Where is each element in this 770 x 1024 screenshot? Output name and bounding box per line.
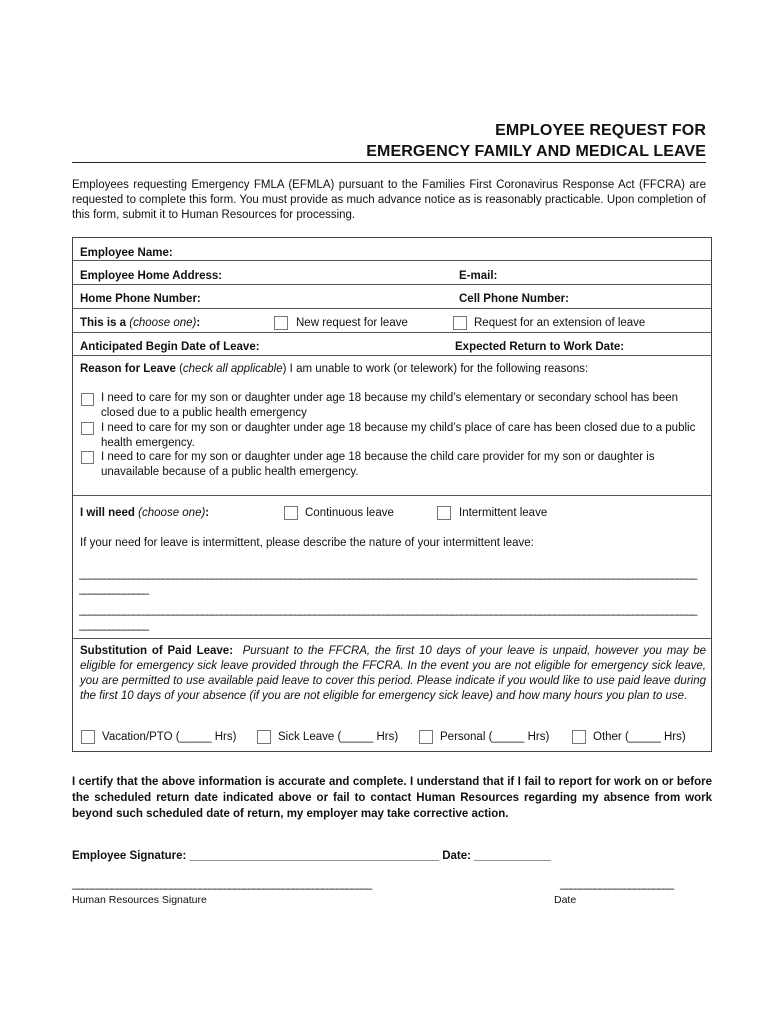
substitution-text: Substitution of Paid Leave: Pursuant to the FFCRA, the first 10 days of your leave is unpaid, however you may be eligible for emergency sick leave provided through the FFCRA. In the event you are not eligible for emergency sick leave, you are permitted to use available paid leave to cover this period. Please indicate if you would like to use paid leave during the first 10 days of your absence (if you are not eligible for emergency sick leave) and how many hours you plan to use. [80, 645, 707, 702]
vacation-pto-label: Vacation/PTO (_____ Hrs) [102, 731, 237, 743]
title-divider [72, 162, 706, 163]
hr-date-line[interactable]: _______________________ [560, 878, 673, 890]
personal-leave-label: Personal (_____ Hrs) [440, 731, 550, 743]
continuous-leave-label: Continuous leave [305, 507, 394, 519]
reason-school-closed-text: I need to care for my son or daughter under age 18 because my child’s elementary or secondary school has been closed due to a public health emergency [101, 392, 679, 419]
row-reason [73, 356, 711, 496]
extension-checkbox[interactable] [453, 316, 467, 330]
email-label: E-mail: [459, 270, 498, 282]
return-date-label: Expected Return to Work Date: [455, 341, 625, 353]
intermittent-describe-prompt: If your need for leave is intermittent, please describe the nature of your intermittent leave: [80, 537, 534, 549]
new-request-label: New request for leave [296, 317, 408, 329]
title-line-2: EMERGENCY FAMILY AND MEDICAL LEAVE [366, 143, 706, 160]
vacation-pto-checkbox[interactable] [81, 730, 95, 744]
row-address-email [73, 261, 711, 285]
row-paid-leave-substitution [73, 639, 711, 752]
continuous-leave-checkbox[interactable] [284, 506, 298, 520]
form-title [72, 120, 706, 162]
employee-signature-line[interactable]: Employee Signature: _______________________________________ Date: ____________ [72, 850, 551, 862]
row-employee-name[interactable] [73, 238, 711, 261]
employee-name-label: Employee Name: [80, 247, 173, 259]
reason-provider-unavailable-checkbox[interactable] [81, 451, 94, 464]
hr-signature-label: Human Resources Signature [72, 894, 207, 906]
personal-leave-checkbox[interactable] [419, 730, 433, 744]
new-request-checkbox[interactable] [274, 316, 288, 330]
sick-leave-checkbox[interactable] [257, 730, 271, 744]
intermittent-description-line-1[interactable]: ______________________________________________________________________________________________________________________________ [79, 568, 696, 580]
certification-statement: I certify that the above information is accurate and complete. I understand that if I fail to report for work on or before the scheduled return date indicated above or fail to contact Human Resources regarding my absence from work beyond such scheduled date of return, my employer may take corrective action. [72, 776, 712, 820]
cell-phone-label: Cell Phone Number: [459, 293, 569, 305]
sick-leave-label: Sick Leave (_____ Hrs) [278, 731, 399, 743]
title-line-1: EMPLOYEE REQUEST FOR [495, 122, 706, 139]
request-form [72, 237, 712, 752]
intermittent-description-line-2[interactable]: ______________ [79, 583, 148, 595]
hr-signature-line[interactable]: _____________________________________________________________ [72, 878, 371, 890]
row-leave-need [73, 496, 711, 639]
request-type-label: This is a (choose one): [80, 317, 201, 329]
intermittent-leave-label: Intermittent leave [459, 507, 548, 519]
row-dates [73, 333, 711, 356]
home-address-label: Employee Home Address: [80, 270, 223, 282]
other-leave-label: Other (_____ Hrs) [593, 731, 686, 743]
other-leave-checkbox[interactable] [572, 730, 586, 744]
extension-label: Request for an extension of leave [474, 317, 646, 329]
leave-need-label: I will need (choose one): [80, 507, 210, 519]
reason-school-closed-checkbox[interactable] [81, 393, 94, 406]
reason-intro: Reason for Leave (check all applicable) I am unable to work (or telework) for the following reasons: [80, 363, 589, 375]
reason-care-closed-checkbox[interactable] [81, 422, 94, 435]
hr-date-label: Date [554, 894, 577, 906]
row-request-type [73, 309, 711, 333]
home-phone-label: Home Phone Number: [80, 293, 201, 305]
intermittent-description-line-3[interactable]: ______________________________________________________________________________________________________________________________ [79, 604, 696, 616]
row-phones [73, 285, 711, 309]
begin-date-label: Anticipated Begin Date of Leave: [80, 341, 260, 353]
intermittent-leave-checkbox[interactable] [437, 506, 451, 520]
intro-paragraph: Employees requesting Emergency FMLA (EFMLA) pursuant to the Families First Coronavirus Response Act (FFCRA) are requested to complete this form. You must provide as much advance notice as is reasonably practicable. Upon completion of this form, submit it to Human Resources for processing. [72, 179, 706, 221]
intermittent-description-line-4[interactable]: ______________ [79, 619, 148, 631]
reason-provider-unavailable-text: I need to care for my son or daughter under age 18 because the child care provider for my son or daughter is unavailable because of a public health emergency. [101, 451, 655, 478]
reason-care-closed-text: I need to care for my son or daughter under age 18 because my child’s place of care has been closed due to a public health emergency. [101, 422, 696, 449]
